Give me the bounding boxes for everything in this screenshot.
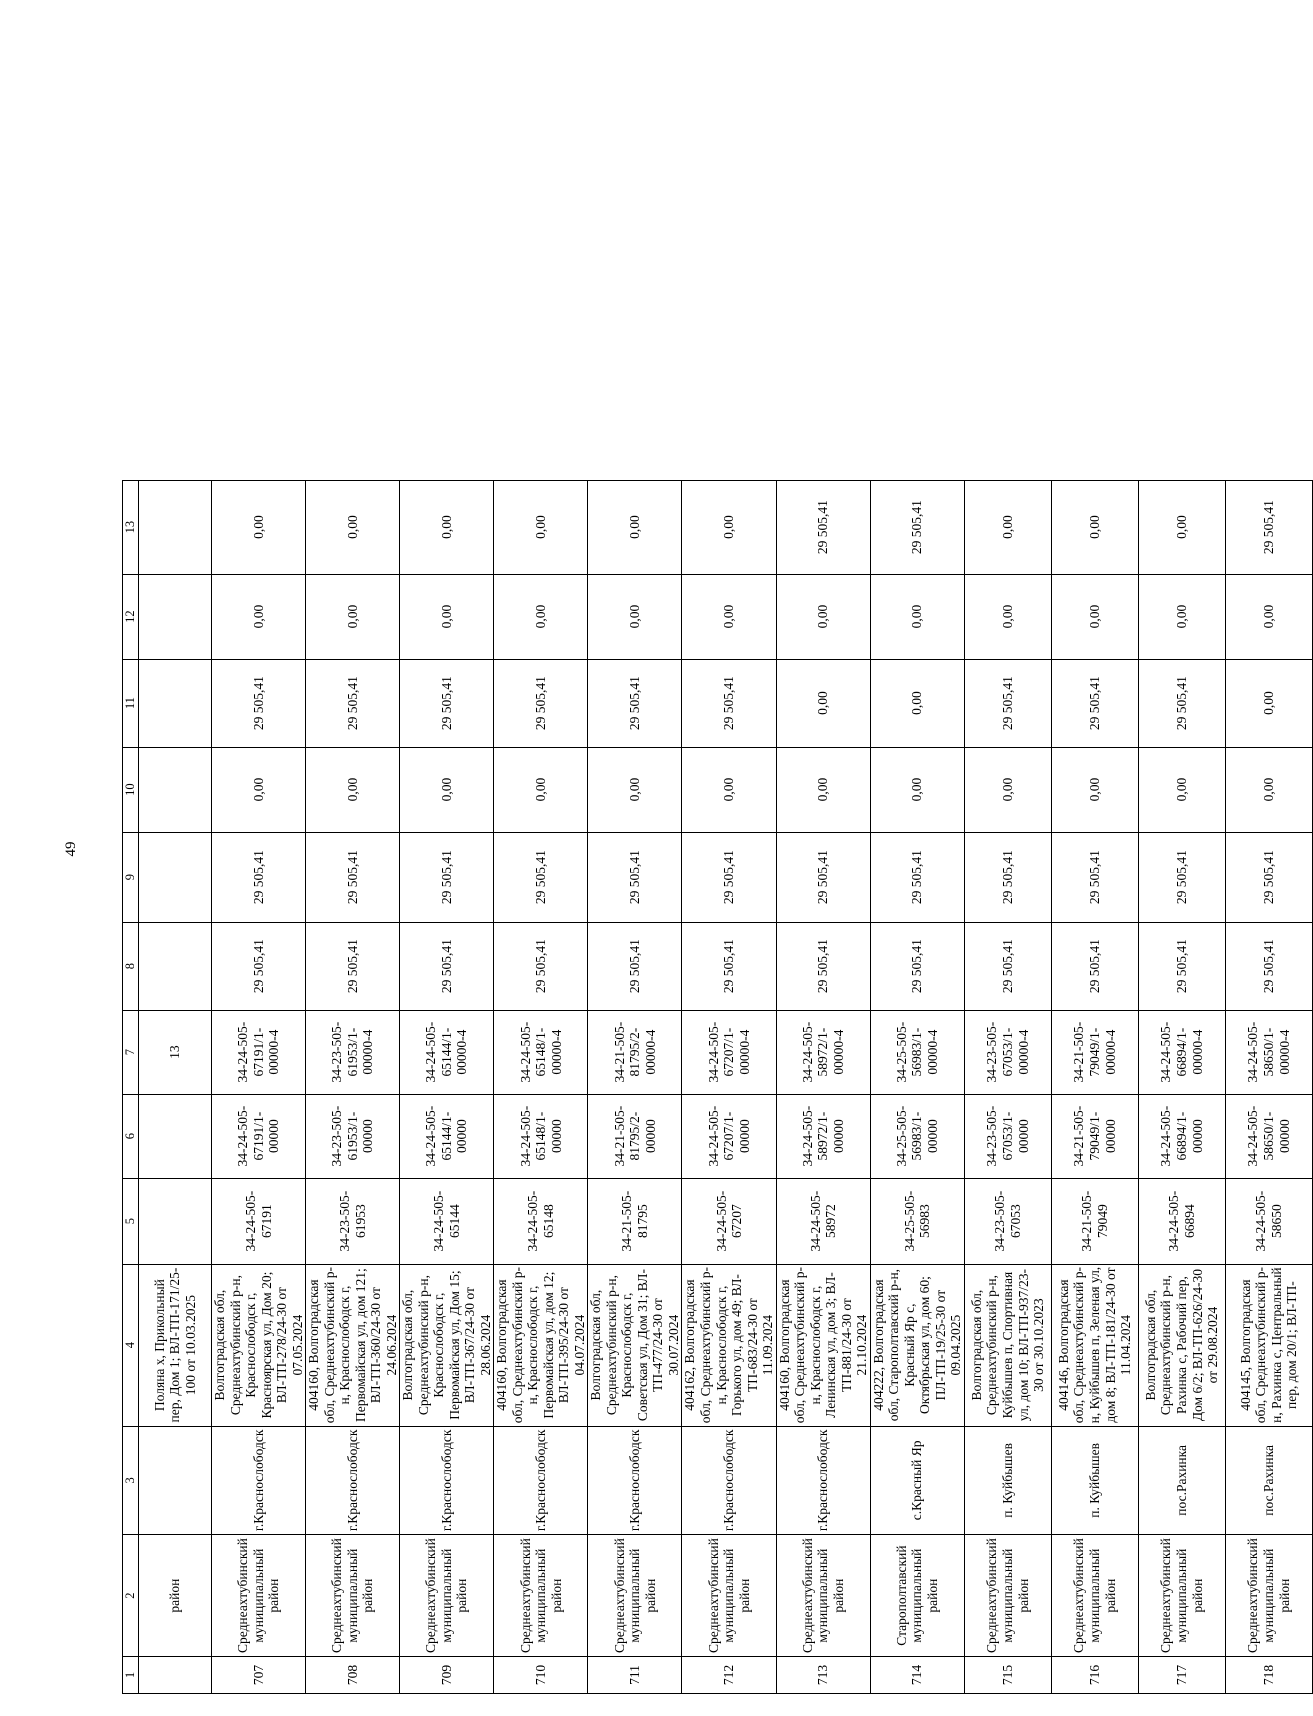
cell-c12: 0,00 xyxy=(964,574,1051,659)
cell-address: Волгоградская обл, Среднеахтубинский р-н, Краснослободск г, Советская ул, Дом 31; ВЛ-ТП-477/24-30 от 30.07.2024 xyxy=(588,1264,682,1426)
page-number: 49 xyxy=(63,841,79,857)
cell-settlement: с.Красный Яр xyxy=(870,1426,964,1535)
cell-c8: 29 505,41 xyxy=(494,922,588,1010)
cell-c8: 29 505,41 xyxy=(682,922,776,1010)
cell-settlement: г.Краснослободск xyxy=(776,1426,870,1535)
cell-c7: 13 xyxy=(139,1010,212,1094)
cell-c6: 34-23-505-61953/1-00000 xyxy=(306,1094,400,1178)
cell-district: Среднеахтубинский муниципальный район xyxy=(494,1535,588,1657)
cell-c5: 34-24-505-67191 xyxy=(212,1178,306,1264)
cell-address: Волгоградская обл, Среднеахтубинский р-н, Краснослободск г, Первомайская ул, Дом 15; ВЛ-ТП-367/24-30 от 28.06.2024 xyxy=(400,1264,494,1426)
cell-address: Поляна х, Прикольный пер, Дом 1; ВЛ-ТП-171/25-100 от 10.03.2025 xyxy=(139,1264,212,1426)
cell-c8: 29 505,41 xyxy=(776,922,870,1010)
cell-c11: 0,00 xyxy=(1225,659,1312,747)
column-number-6: 6 xyxy=(123,1094,139,1178)
cell-n: 716 xyxy=(1051,1657,1138,1694)
cell-c6: 34-23-505-67053/1-00000 xyxy=(964,1094,1051,1178)
cell-c10: 0,00 xyxy=(776,747,870,832)
cell-c7: 34-24-505-65148/1-00000-4 xyxy=(494,1010,588,1094)
cell-c12: 0,00 xyxy=(682,574,776,659)
cell-c9: 29 505,41 xyxy=(1051,832,1138,922)
cell-c12: 0,00 xyxy=(1225,574,1312,659)
cell-n: 715 xyxy=(964,1657,1051,1694)
cell-c10 xyxy=(139,747,212,832)
cell-c9: 29 505,41 xyxy=(1138,832,1225,922)
cell-c6: 34-24-505-58650/1-00000 xyxy=(1225,1094,1312,1178)
cell-settlement: г.Краснослободск xyxy=(588,1426,682,1535)
column-number-9: 9 xyxy=(123,832,139,922)
cell-address: Волгоградская обл, Среднеахтубинский р-н, Краснослободск г, Красноярская ул, Дом 20; ВЛ-ТП-278/24-30 от 07.05.2024 xyxy=(212,1264,306,1426)
column-number-7: 7 xyxy=(123,1010,139,1094)
cell-c13: 0,00 xyxy=(588,480,682,574)
cell-c11: 29 505,41 xyxy=(1051,659,1138,747)
cell-c11: 29 505,41 xyxy=(494,659,588,747)
cell-n: 711 xyxy=(588,1657,682,1694)
cell-c9: 29 505,41 xyxy=(212,832,306,922)
table-row xyxy=(870,480,964,1693)
cell-district: Среднеахтубинский муниципальный район xyxy=(776,1535,870,1657)
cell-c12: 0,00 xyxy=(212,574,306,659)
cell-c8: 29 505,41 xyxy=(588,922,682,1010)
cell-c5: 34-24-505-65144 xyxy=(400,1178,494,1264)
column-number-12: 12 xyxy=(123,574,139,659)
table-row xyxy=(1138,480,1225,1693)
cell-n: 707 xyxy=(212,1657,306,1694)
cell-c8 xyxy=(139,922,212,1010)
cell-c13: 0,00 xyxy=(1138,480,1225,574)
cell-c6: 34-24-505-66894/1-00000 xyxy=(1138,1094,1225,1178)
table-row xyxy=(212,480,306,1693)
cell-c10: 0,00 xyxy=(1138,747,1225,832)
cell-c12: 0,00 xyxy=(1138,574,1225,659)
cell-c10: 0,00 xyxy=(400,747,494,832)
column-number-2: 2 xyxy=(123,1535,139,1657)
cell-c11: 29 505,41 xyxy=(964,659,1051,747)
table-row xyxy=(964,480,1051,1693)
table-row xyxy=(1051,480,1138,1693)
cell-c11: 0,00 xyxy=(776,659,870,747)
cell-settlement: п. Куйбышев xyxy=(964,1426,1051,1535)
cell-c6: 34-24-505-58972/1-00000 xyxy=(776,1094,870,1178)
cell-c13: 0,00 xyxy=(306,480,400,574)
cell-n: 712 xyxy=(682,1657,776,1694)
cell-address: 404160, Волгоградская обл, Среднеахтубинский р-н, Краснослободск г, Первомайская ул, дом 12; ВЛ-ТП-395/24-30 от 04.07.2024 xyxy=(494,1264,588,1426)
cell-settlement: г.Краснослободск xyxy=(306,1426,400,1535)
table-row xyxy=(306,480,400,1693)
cell-c11: 29 505,41 xyxy=(306,659,400,747)
cell-c10: 0,00 xyxy=(494,747,588,832)
cell-c9: 29 505,41 xyxy=(400,832,494,922)
table-row xyxy=(400,480,494,1693)
cell-n: 709 xyxy=(400,1657,494,1694)
register-table xyxy=(122,480,1313,1694)
cell-address: 404160, Волгоградская обл, Среднеахтубинский р-н, Краснослободск г, Ленинская ул, дом 3; ВЛ-ТП-881/24-30 от 21.10.2024 xyxy=(776,1264,870,1426)
cell-c12: 0,00 xyxy=(588,574,682,659)
cell-c10: 0,00 xyxy=(870,747,964,832)
cell-c6: 34-24-505-67191/1-00000 xyxy=(212,1094,306,1178)
cell-n xyxy=(139,1657,212,1694)
cell-district: Среднеахтубинский муниципальный район xyxy=(682,1535,776,1657)
table-row xyxy=(682,480,776,1693)
column-number-8: 8 xyxy=(123,922,139,1010)
cell-c5: 34-24-505-58972 xyxy=(776,1178,870,1264)
cell-district: Среднеахтубинский муниципальный район xyxy=(1051,1535,1138,1657)
cell-address: 404162, Волгоградская обл, Среднеахтубинский р-н, Краснослободск г, Горького ул, дом 49; ВЛ-ТП-683/24-30 от 11.09.2024 xyxy=(682,1264,776,1426)
cell-c12: 0,00 xyxy=(400,574,494,659)
cell-c12: 0,00 xyxy=(306,574,400,659)
cell-c10: 0,00 xyxy=(306,747,400,832)
cell-c7: 34-24-505-67207/1-00000-4 xyxy=(682,1010,776,1094)
column-number-4: 4 xyxy=(123,1264,139,1426)
cell-c11: 29 505,41 xyxy=(682,659,776,747)
cell-c6: 34-21-505-81795/2-00000 xyxy=(588,1094,682,1178)
cell-n: 717 xyxy=(1138,1657,1225,1694)
cell-c6: 34-24-505-65144/1-00000 xyxy=(400,1094,494,1178)
cell-address: 404222, Волгоградская обл, Старополтавский р-н, Красный Яр с, Октябрьская ул, дом 60; ПЛ-ТП-19/25-30 от 09.04.2025 xyxy=(870,1264,964,1426)
cell-address: Волгоградская обл, Среднеахтубинский р-н, Куйбышев п, Спортивная ул, дом 10; ВЛ-ТП-937/23-30 от 30.10.2023 xyxy=(964,1264,1051,1426)
cell-c8: 29 505,41 xyxy=(400,922,494,1010)
cell-c8: 29 505,41 xyxy=(1138,922,1225,1010)
cell-c9: 29 505,41 xyxy=(776,832,870,922)
column-number-1: 1 xyxy=(123,1657,139,1694)
cell-settlement: пос.Рахинка xyxy=(1225,1426,1312,1535)
cell-c6: 34-24-505-65148/1-00000 xyxy=(494,1094,588,1178)
continuation-row xyxy=(139,480,212,1693)
cell-c13: 0,00 xyxy=(400,480,494,574)
cell-c9: 29 505,41 xyxy=(870,832,964,922)
cell-c10: 0,00 xyxy=(588,747,682,832)
cell-district: Среднеахтубинский муниципальный район xyxy=(400,1535,494,1657)
cell-n: 708 xyxy=(306,1657,400,1694)
cell-c8: 29 505,41 xyxy=(870,922,964,1010)
cell-c7: 34-23-505-67053/1-00000-4 xyxy=(964,1010,1051,1094)
cell-c13: 0,00 xyxy=(682,480,776,574)
cell-district: Среднеахтубинский муниципальный район xyxy=(1225,1535,1312,1657)
cell-district: Среднеахтубинский муниципальный район xyxy=(964,1535,1051,1657)
cell-c5: 34-24-505-66894 xyxy=(1138,1178,1225,1264)
cell-c11: 0,00 xyxy=(870,659,964,747)
cell-n: 718 xyxy=(1225,1657,1312,1694)
cell-c9: 29 505,41 xyxy=(964,832,1051,922)
cell-c13: 0,00 xyxy=(964,480,1051,574)
table-row xyxy=(776,480,870,1693)
cell-c13: 0,00 xyxy=(1051,480,1138,574)
cell-c9 xyxy=(139,832,212,922)
column-number-13: 13 xyxy=(123,480,139,574)
cell-c9: 29 505,41 xyxy=(306,832,400,922)
cell-address: 404145, Волгоградская обл, Среднеахтубинский р-н, Рахинка с, Центральный пер, дом 20/1; ВЛ-ТП- xyxy=(1225,1264,1312,1426)
cell-c5: 34-23-505-61953 xyxy=(306,1178,400,1264)
cell-c7: 34-21-505-81795/2-00000-4 xyxy=(588,1010,682,1094)
column-number-10: 10 xyxy=(123,747,139,832)
cell-c9: 29 505,41 xyxy=(682,832,776,922)
cell-district: Старополтавский муниципальный район xyxy=(870,1535,964,1657)
column-number-11: 11 xyxy=(123,659,139,747)
column-number-row xyxy=(123,480,139,1693)
cell-c10: 0,00 xyxy=(1225,747,1312,832)
cell-c5: 34-24-505-67207 xyxy=(682,1178,776,1264)
cell-c8: 29 505,41 xyxy=(306,922,400,1010)
cell-c13 xyxy=(139,480,212,574)
cell-c11: 29 505,41 xyxy=(1138,659,1225,747)
cell-c12: 0,00 xyxy=(870,574,964,659)
cell-c6: 34-25-505-56983/1-00000 xyxy=(870,1094,964,1178)
cell-settlement: г.Краснослободск xyxy=(494,1426,588,1535)
cell-c13: 29 505,41 xyxy=(1225,480,1312,574)
cell-address: 404146, Волгоградская обл, Среднеахтубинский р-н, Куйбышев п, Зеленая ул, дом 8; ВЛ-ТП-181/24-30 от 11.04.2024 xyxy=(1051,1264,1138,1426)
cell-c12: 0,00 xyxy=(776,574,870,659)
cell-c11: 29 505,41 xyxy=(588,659,682,747)
cell-c5: 34-24-505-65148 xyxy=(494,1178,588,1264)
table-row xyxy=(1225,480,1312,1693)
table-row xyxy=(588,480,682,1693)
cell-c13: 29 505,41 xyxy=(870,480,964,574)
cell-district: Среднеахтубинский муниципальный район xyxy=(588,1535,682,1657)
cell-c13: 29 505,41 xyxy=(776,480,870,574)
cell-c7: 34-25-505-56983/1-00000-4 xyxy=(870,1010,964,1094)
cell-settlement: пос.Рахинка xyxy=(1138,1426,1225,1535)
cell-c10: 0,00 xyxy=(212,747,306,832)
cell-c12: 0,00 xyxy=(1051,574,1138,659)
column-number-3: 3 xyxy=(123,1426,139,1535)
cell-c5: 34-24-505-58650 xyxy=(1225,1178,1312,1264)
cell-c9: 29 505,41 xyxy=(1225,832,1312,922)
cell-district: Среднеахтубинский муниципальный район xyxy=(1138,1535,1225,1657)
cell-settlement: п. Куйбышев xyxy=(1051,1426,1138,1535)
cell-c5 xyxy=(139,1178,212,1264)
cell-c5: 34-21-505-79049 xyxy=(1051,1178,1138,1264)
cell-c13: 0,00 xyxy=(212,480,306,574)
cell-c12 xyxy=(139,574,212,659)
cell-c7: 34-21-505-79049/1-00000-4 xyxy=(1051,1010,1138,1094)
cell-c13: 0,00 xyxy=(494,480,588,574)
cell-c6 xyxy=(139,1094,212,1178)
cell-district: Среднеахтубинский муниципальный район xyxy=(212,1535,306,1657)
cell-district: Среднеахтубинский муниципальный район xyxy=(306,1535,400,1657)
cell-c9: 29 505,41 xyxy=(588,832,682,922)
cell-c7: 34-24-505-58972/1-00000-4 xyxy=(776,1010,870,1094)
cell-settlement: г.Краснослободск xyxy=(400,1426,494,1535)
column-number-5: 5 xyxy=(123,1178,139,1264)
cell-n: 710 xyxy=(494,1657,588,1694)
table-row xyxy=(494,480,588,1693)
cell-c8: 29 505,41 xyxy=(1225,922,1312,1010)
cell-c7: 34-24-505-67191/1-00000-4 xyxy=(212,1010,306,1094)
cell-c11: 29 505,41 xyxy=(400,659,494,747)
cell-settlement: г.Краснослободск xyxy=(212,1426,306,1535)
cell-c10: 0,00 xyxy=(1051,747,1138,832)
cell-c5: 34-21-505-81795 xyxy=(588,1178,682,1264)
cell-c7: 34-24-505-58650/1-00000-4 xyxy=(1225,1010,1312,1094)
cell-c7: 34-23-505-61953/1-00000-4 xyxy=(306,1010,400,1094)
cell-n: 713 xyxy=(776,1657,870,1694)
cell-c11: 29 505,41 xyxy=(212,659,306,747)
cell-settlement: г.Краснослободск xyxy=(682,1426,776,1535)
cell-n: 714 xyxy=(870,1657,964,1694)
cell-c6: 34-24-505-67207/1-00000 xyxy=(682,1094,776,1178)
cell-c8: 29 505,41 xyxy=(964,922,1051,1010)
cell-c7: 34-24-505-65144/1-00000-4 xyxy=(400,1010,494,1094)
cell-c6: 34-21-505-79049/1-00000 xyxy=(1051,1094,1138,1178)
cell-c10: 0,00 xyxy=(964,747,1051,832)
cell-c8: 29 505,41 xyxy=(212,922,306,1010)
cell-c5: 34-23-505-67053 xyxy=(964,1178,1051,1264)
cell-c5: 34-25-505-56983 xyxy=(870,1178,964,1264)
cell-address: Волгоградская обл, Среднеахтубинский р-н, Рахинка с, Рабочий пер, Дом 6/2; ВЛ-ТП-626/24-30 от 29.08.2024 xyxy=(1138,1264,1225,1426)
cell-address: 404160, Волгоградская обл, Среднеахтубинский р-н, Краснослободск г, Первомайская ул, дом 121; ВЛ-ТП-360/24-30 от 24.06.2024 xyxy=(306,1264,400,1426)
cell-district: район xyxy=(139,1535,212,1657)
cell-c10: 0,00 xyxy=(682,747,776,832)
cell-c9: 29 505,41 xyxy=(494,832,588,922)
cell-settlement xyxy=(139,1426,212,1535)
cell-c7: 34-24-505-66894/1-00000-4 xyxy=(1138,1010,1225,1094)
cell-c8: 29 505,41 xyxy=(1051,922,1138,1010)
cell-c12: 0,00 xyxy=(494,574,588,659)
cell-c11 xyxy=(139,659,212,747)
